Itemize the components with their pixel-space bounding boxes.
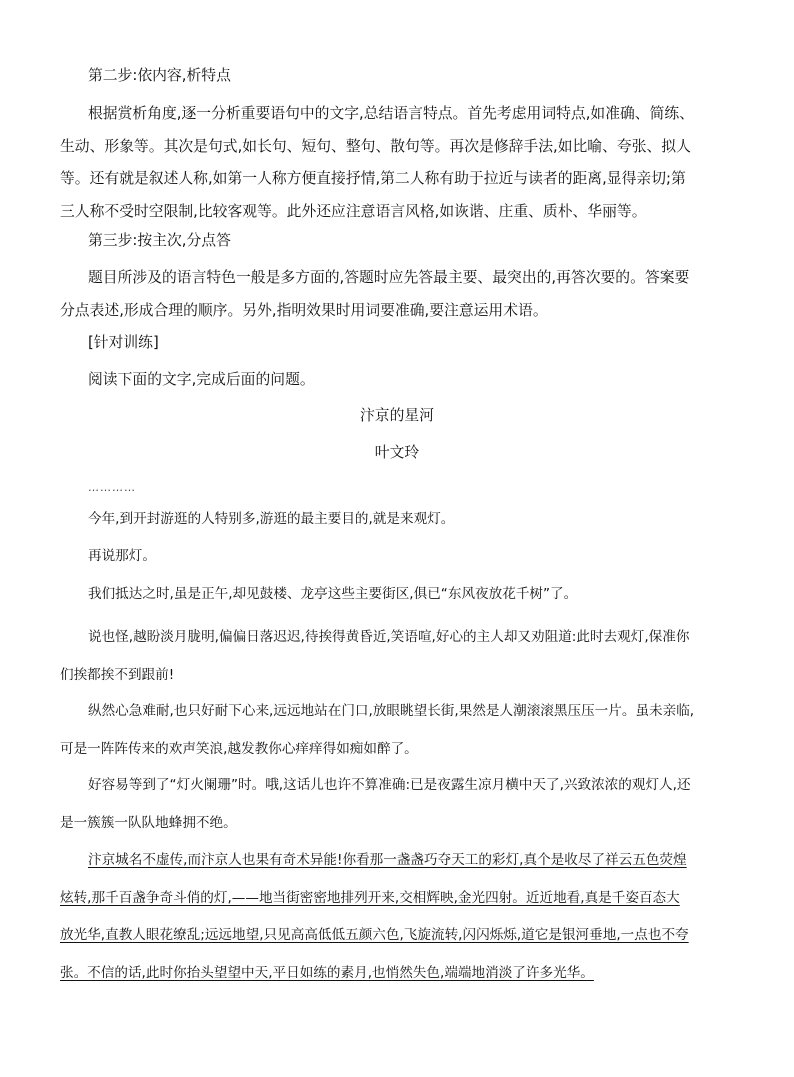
underlined-line: 汴京城名不虚传,而汴京人也果有奇术异能!你看那一盏盏巧夺天工的彩灯,真个是收尽了祥云五色荧煌 — [88, 852, 687, 868]
training-label: [针对训练] — [88, 334, 159, 351]
underlined-passage — [60, 842, 750, 992]
step2-line: 生动、形象等。其次是句式,如长句、短句、整句、散句等。再次是修辞手法,如比喻、夸张、拟人 — [60, 137, 691, 155]
article-paragraph — [60, 693, 750, 768]
article-line: 可是一阵阵传来的欢声笑浪,越发教你心痒痒得如痴如醉了。 — [60, 740, 418, 757]
article-title: 汴京的星河 — [360, 407, 434, 424]
step2-line: 根据赏析角度,逐一分析重要语句中的文字,总结语言特点。首先考虑用词特点,如准确、简练、 — [88, 105, 694, 122]
article-paragraph: 再说那灯。 — [88, 548, 156, 564]
article-line: 们挨都挨不到跟前! — [60, 666, 175, 683]
article-paragraph — [60, 619, 750, 694]
step3-paragraph — [60, 262, 750, 327]
step2-heading: 第二步:依内容,析特点 — [88, 67, 231, 84]
article-author: 叶文玲 — [374, 444, 420, 461]
article-line: 是一簇簇一队队地蜂拥不绝。 — [60, 814, 237, 831]
article-line: 说也怪,越盼淡月胧明,偏偏日落迟迟,待挨得黄昏近,笑语喧,好心的主人却又劝阻道:此时去观灯,保准你 — [88, 629, 690, 645]
underlined-line: 炫转,那千百盏争奇斗俏的灯,——地当街密密地排列开来,交相辉映,金光四射。近近地看,真是千姿百态大 — [60, 889, 680, 906]
step2-line: 三人称不受时空限制,比较客观等。此外还应注意语言风格,如诙谐、庄重、质朴、华丽等。 — [60, 202, 647, 220]
step3-heading: 第三步:按主次,分点答 — [88, 232, 231, 249]
underlined-line: 放光华,直教人眼花缭乱;远远地望,只见高高低低五颜六色,飞旋流转,闪闪烁烁,道它是银河垂地,一点也不夸 — [60, 927, 689, 943]
step2-paragraph — [60, 98, 750, 228]
article-paragraph: 我们抵达之时,虽是正午,却见鼓楼、龙亭这些主要街区,俱已“东风夜放花千树”了。 — [88, 586, 578, 602]
step3-line: 分点表述,形成合理的顺序。另外,指明效果时用词要准确,要注意运用术语。 — [60, 301, 548, 319]
article-line: 好容易等到了“灯火阑珊”时。哦,这话儿也许不算准确:已是夜露生凉月横中天了,兴致浓浓的观灯人,还 — [88, 777, 691, 793]
underlined-line: 张。不信的话,此时你抬头望望中天,平日如练的素月,也悄然失色,端端地消淡了许多光华。 — [60, 964, 594, 981]
training-instruction: 阅读下面的文字,完成后面的问题。 — [88, 371, 315, 388]
step3-line: 题目所涉及的语言特色一般是多方面的,答题时应先答最主要、最突出的,再答次要的。答案要 — [88, 269, 690, 286]
article-paragraph — [60, 767, 750, 842]
article-paragraph: 今年,到开封游逛的人特别多,游逛的最主要目的,就是来观灯。 — [88, 511, 455, 527]
step2-line: 等。还有就是叙述人称,如第一人称方便直接抒情,第二人称有助于拉近与读者的距离,显得亲切;第 — [60, 170, 686, 187]
ellipsis: ………… — [88, 481, 136, 494]
article-line: 纵然心急难耐,也只好耐下心来,远远地站在门口,放眼眺望长街,果然是人潮滚滚黑压压一片。虽未亲临, — [88, 703, 695, 719]
